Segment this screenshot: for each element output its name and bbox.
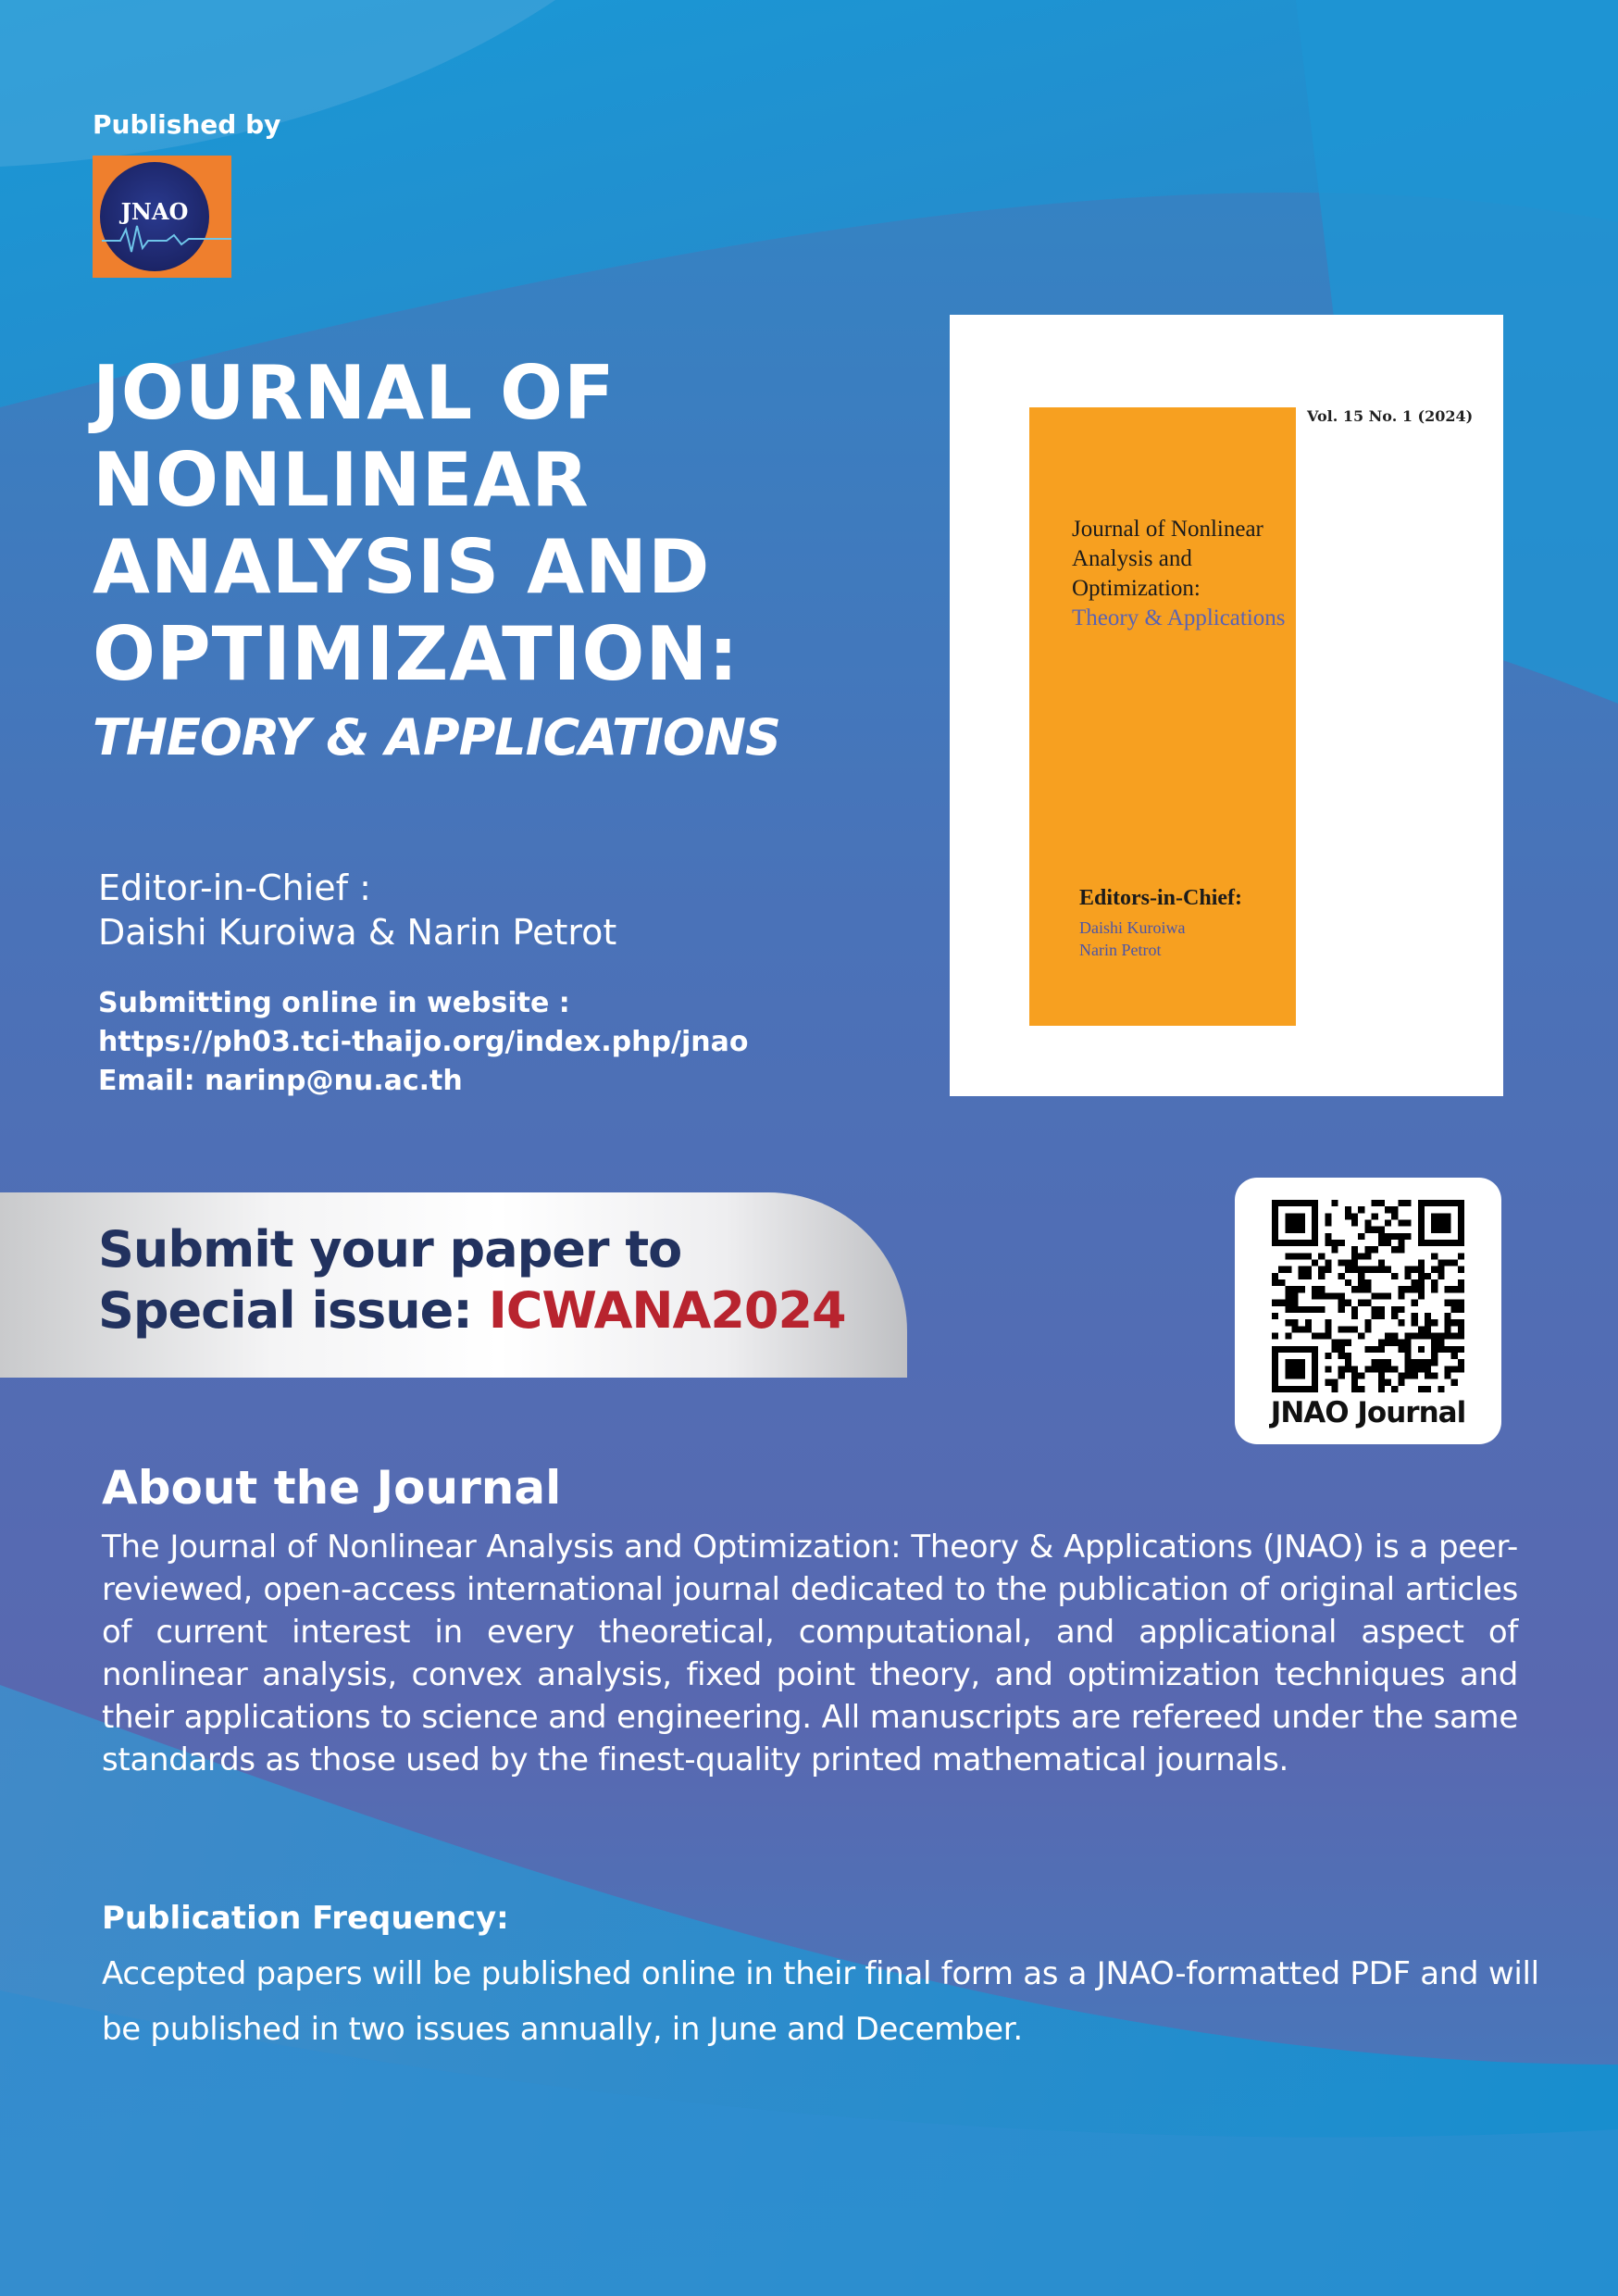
- journal-subtitle: THEORY & APPLICATIONS: [93, 708, 780, 767]
- cover-title: [1072, 515, 1286, 633]
- cover-editor-name: Narin Petrot: [1079, 941, 1162, 959]
- banner-line-2: [98, 1281, 846, 1340]
- frequency-heading: Publication Frequency:: [102, 1900, 509, 1937]
- qr-code-icon[interactable]: [1272, 1200, 1464, 1392]
- banner-line-2-prefix: Special issue:: [98, 1281, 489, 1340]
- logo-text: JNAO: [120, 198, 189, 225]
- qr-label: JNAO Journal: [1270, 1396, 1466, 1429]
- cover-volume: Vol. 15 No. 1 (2024): [1307, 407, 1474, 425]
- about-body: The Journal of Nonlinear Analysis and Optimization: Theory & Applications (JNAO) is a peer-reviewed, open-access international journal dedicated to the publication of original articles of current interest in every theoretical, computational, and applicational aspect of nonlinear analysis, convex analysis, fixed point theory, and optimization techniques and their applications to science and engineering. All manuscripts are refereed under the same standards as those used by the finest-quality printed mathematical journals.: [102, 1529, 1518, 1778]
- editor-names: Daishi Kuroiwa & Narin Petrot: [98, 912, 617, 953]
- special-issue-name: ICWANA2024: [488, 1281, 846, 1340]
- jnao-logo: [93, 156, 231, 278]
- about-heading: About the Journal: [102, 1461, 562, 1515]
- cover-editors-label: Editors-in-Chief:: [1079, 886, 1242, 910]
- journal-cover-image: [950, 315, 1503, 1096]
- cover-title-line: Optimization:: [1072, 576, 1201, 601]
- logo-wave-icon: [102, 220, 231, 257]
- banner-line-1: Submit your paper to: [98, 1220, 682, 1279]
- cover-editor-name: Daishi Kuroiwa: [1079, 918, 1186, 937]
- cover-title-line: Analysis and: [1072, 546, 1192, 571]
- submission-label: Submitting online in website :: [98, 987, 570, 1019]
- journal-title: JOURNAL OF NONLINEAR ANALYSIS AND OPTIMIZATION:: [93, 350, 740, 697]
- qr-card[interactable]: [1235, 1178, 1501, 1444]
- cover-title-subtitle: Theory & Applications: [1072, 605, 1286, 630]
- editor-label: Editor-in-Chief :: [98, 867, 371, 908]
- cover-title-line: Journal of Nonlinear: [1072, 517, 1263, 542]
- special-issue-banner: [0, 1192, 907, 1378]
- frequency-body: Accepted papers will be published online in their final form as a JNAO-formatted PDF and will be published in two issues annually, in June and December.: [102, 1955, 1539, 2048]
- submission-email-link[interactable]: Email: narinp@nu.ac.th: [98, 1065, 463, 1097]
- published-by-label: Published by: [93, 109, 281, 140]
- submission-url-link[interactable]: https://ph03.tci-thaijo.org/index.php/jnao: [98, 1026, 749, 1058]
